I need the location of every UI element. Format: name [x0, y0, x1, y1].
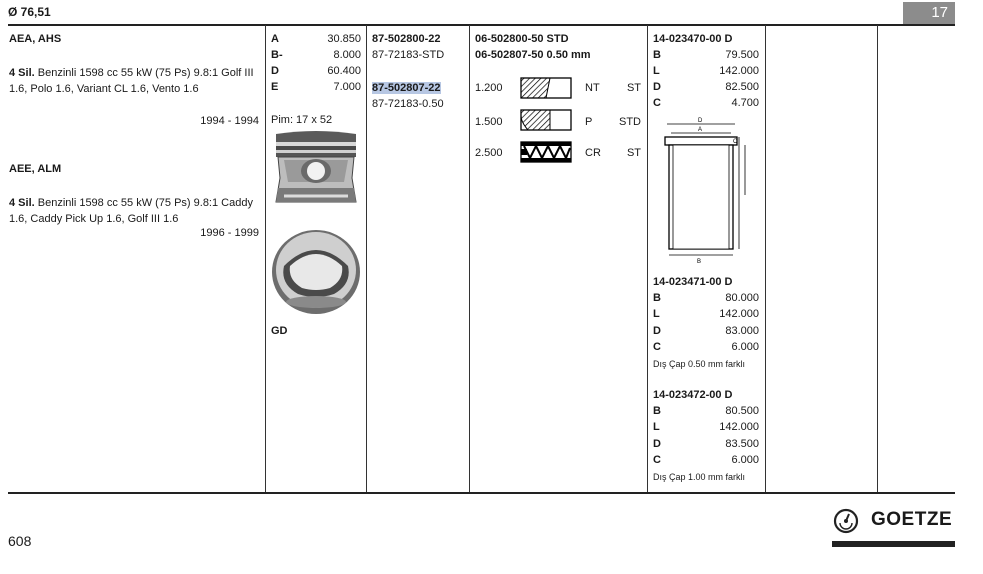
piston-type: GD [271, 325, 288, 337]
goetze-logo-icon [832, 507, 862, 535]
diameter-heading: Ø 76,51 [8, 5, 51, 19]
liner-spec-value: 80.000 [725, 292, 759, 304]
footer-rule [8, 492, 955, 494]
engine-years: 1996 - 1999 [200, 227, 259, 239]
ring-set-oversize: 06-502807-50 0.50 mm [475, 49, 591, 61]
ring-type: NT [585, 82, 600, 94]
dim-value: 8.000 [333, 49, 361, 61]
piston-alt-number: 87-72183-STD [372, 49, 445, 61]
piston-part-number: 87-502800-22 [372, 33, 441, 45]
liner-spec-label: C [653, 454, 661, 466]
liner-spec-value: 4.700 [731, 97, 759, 109]
column-divider [765, 25, 766, 492]
ring-nt-icon [520, 76, 572, 100]
column-divider [647, 25, 648, 492]
liner-spec-label: L [653, 65, 660, 77]
piston-part-number: 87-502807-22 [372, 82, 441, 94]
ring-p-icon [520, 108, 572, 132]
engine-description: 4 Sil. Benzinli 1598 cc 55 kW (75 Ps) 9.8:1 Golf III 1.6, Polo 1.6, Variant CL 1.6, Vento 1.6 [9, 67, 254, 95]
liner-spec-label: L [653, 421, 660, 433]
liner-diagram [655, 115, 753, 265]
ring-grade: STD [619, 116, 641, 128]
liner-spec-value: 79.500 [725, 49, 759, 61]
dim-value: 60.400 [327, 65, 361, 77]
liner-spec-label: L [653, 308, 660, 320]
liner-spec-value: 142.000 [719, 308, 759, 320]
liner-part-number: 14-023470-00 D [653, 33, 733, 45]
ring-size: 1.500 [475, 116, 503, 128]
dim-value: 7.000 [333, 81, 361, 93]
svg-text:A: A [698, 127, 703, 133]
engine-code: AEA, AHS [9, 33, 62, 45]
dim-label: D [271, 65, 279, 77]
column-divider [265, 25, 266, 492]
ring-cr-icon [520, 140, 572, 164]
liner-spec-value: 142.000 [719, 65, 759, 77]
liner-part-number: 14-023472-00 D [653, 389, 733, 401]
ring-type: CR [585, 147, 601, 159]
liner-spec-value: 142.000 [719, 421, 759, 433]
engine-description: 4 Sil. Benzinli 1598 cc 55 kW (75 Ps) 9.8:1 Caddy 1.6, Caddy Pick Up 1.6, Golf III 1.6 [9, 197, 253, 225]
piston-alt-number: 87-72183-0.50 [372, 98, 444, 110]
dim-label: B- [271, 49, 283, 61]
liner-spec-value: 80.500 [725, 405, 759, 417]
pin-size: Pim: 17 x 52 [271, 114, 333, 126]
liner-spec-value: 82.500 [725, 81, 759, 93]
liner-spec-label: D [653, 81, 661, 93]
engine-code: AEE, ALM [9, 163, 62, 175]
ring-grade: ST [626, 147, 641, 159]
header-rule [8, 24, 955, 26]
liner-spec-label: C [653, 97, 661, 109]
liner-spec-label: B [653, 292, 661, 304]
liner-spec-value: 6.000 [731, 454, 759, 466]
liner-note: Dış Çap 0.50 mm farklı [653, 359, 746, 369]
svg-text:D: D [698, 118, 703, 124]
ring-size: 1.200 [475, 82, 503, 94]
svg-text:C: C [733, 139, 738, 145]
liner-spec-label: B [653, 49, 661, 61]
dim-label: A [271, 33, 279, 45]
liner-spec-label: B [653, 405, 661, 417]
page-number: 608 [8, 533, 32, 549]
liner-spec-label: D [653, 325, 661, 337]
piston-side-image [270, 130, 362, 212]
piston-top-image [270, 222, 362, 316]
brand-underline [832, 541, 955, 547]
ring-type: P [585, 116, 593, 128]
column-divider [366, 25, 367, 492]
liner-spec-value: 83.000 [725, 325, 759, 337]
liner-part-number: 14-023471-00 D [653, 276, 733, 288]
dim-value: 30.850 [327, 33, 361, 45]
liner-spec-value: 6.000 [731, 341, 759, 353]
ring-size: 2.500 [475, 147, 503, 159]
dim-label: E [271, 81, 279, 93]
ring-set-std: 06-502800-50 STD [475, 33, 569, 45]
svg-text:B: B [697, 259, 702, 265]
engine-years: 1994 - 1994 [200, 115, 259, 127]
liner-note: Dış Çap 1.00 mm farklı [653, 472, 746, 482]
ring-grade: ST [626, 82, 641, 94]
liner-spec-value: 83.500 [725, 438, 759, 450]
liner-spec-label: C [653, 341, 661, 353]
page-tab: 17 [903, 2, 955, 24]
liner-spec-label: D [653, 438, 661, 450]
column-divider [877, 25, 878, 492]
brand-name: GOETZE [871, 509, 953, 530]
column-divider [469, 25, 470, 492]
